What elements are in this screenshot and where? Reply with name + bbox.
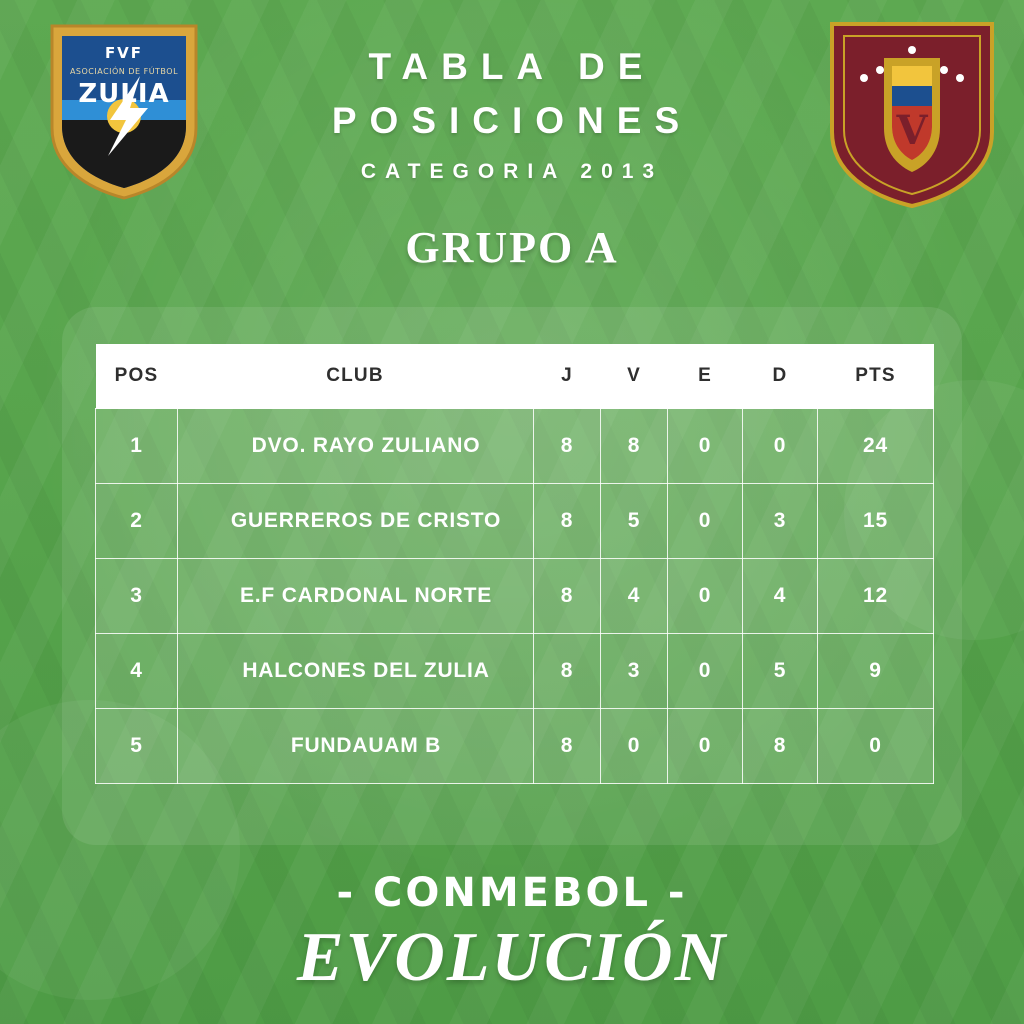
- cell-d: 3: [743, 484, 818, 559]
- cell-pts: 9: [818, 634, 934, 709]
- cell-club: DVO. RAYO ZULIANO: [178, 409, 534, 484]
- page-subtitle: CATEGORIA 2013: [360, 160, 664, 183]
- cell-pts: 0: [818, 709, 934, 784]
- svg-text:V: V: [896, 107, 928, 154]
- evolucion-tagline: EVOLUCIÓN: [296, 919, 728, 996]
- cell-v: 3: [601, 634, 668, 709]
- cell-pts: 12: [818, 559, 934, 634]
- cell-pos: 3: [96, 559, 178, 634]
- standings-table-wrapper: [95, 344, 933, 782]
- cell-j: 8: [534, 409, 601, 484]
- page-title-line2: POSICIONES: [331, 100, 693, 141]
- cell-club: HALCONES DEL ZULIA: [178, 634, 534, 709]
- cell-j: 8: [534, 709, 601, 784]
- title-block: [0, 40, 1024, 184]
- svg-text:ASOCIACIÓN DE FÚTBOL: ASOCIACIÓN DE FÚTBOL: [69, 67, 179, 76]
- page-title-line1: TABLA DE: [368, 46, 656, 87]
- svg-text:ZULIA: ZULIA: [78, 79, 170, 109]
- cell-d: 0: [743, 409, 818, 484]
- cell-e: 0: [668, 559, 743, 634]
- column-header-d: D: [743, 344, 818, 409]
- cell-j: 8: [534, 559, 601, 634]
- table-row: [96, 484, 934, 559]
- table-row: [96, 709, 934, 784]
- cell-pos: 1: [96, 409, 178, 484]
- cell-v: 4: [601, 559, 668, 634]
- cell-v: 5: [601, 484, 668, 559]
- cell-d: 4: [743, 559, 818, 634]
- svg-text:FVF: FVF: [104, 44, 144, 62]
- header: [0, 0, 1024, 210]
- cell-d: 8: [743, 709, 818, 784]
- cell-pts: 24: [818, 409, 934, 484]
- column-header-v: V: [601, 344, 668, 409]
- cell-v: 8: [601, 409, 668, 484]
- column-header-pts: PTS: [818, 344, 934, 409]
- cell-v: 0: [601, 709, 668, 784]
- column-header-j: J: [534, 344, 601, 409]
- cell-pos: 5: [96, 709, 178, 784]
- table-header-row: [96, 344, 934, 409]
- cell-j: 8: [534, 484, 601, 559]
- group-title: GRUPO A: [405, 223, 619, 272]
- table-body: [96, 409, 934, 784]
- cell-club: FUNDAUAM B: [178, 709, 534, 784]
- cell-j: 8: [534, 634, 601, 709]
- table-header: [96, 344, 934, 409]
- cell-club: GUERREROS DE CRISTO: [178, 484, 534, 559]
- column-header-club: CLUB: [178, 344, 534, 409]
- cell-pos: 4: [96, 634, 178, 709]
- cell-e: 0: [668, 484, 743, 559]
- cell-pts: 15: [818, 484, 934, 559]
- column-header-e: E: [668, 344, 743, 409]
- cell-pos: 2: [96, 484, 178, 559]
- table-row: [96, 409, 934, 484]
- cell-e: 0: [668, 634, 743, 709]
- table-row: [96, 634, 934, 709]
- cell-e: 0: [668, 709, 743, 784]
- footer: [0, 870, 1024, 998]
- standings-table: [95, 344, 934, 784]
- column-header-pos: POS: [96, 344, 178, 409]
- table-row: [96, 559, 934, 634]
- cell-e: 0: [668, 409, 743, 484]
- conmebol-brand: - CONMEBOL -: [336, 870, 688, 916]
- cell-club: E.F CARDONAL NORTE: [178, 559, 534, 634]
- cell-d: 5: [743, 634, 818, 709]
